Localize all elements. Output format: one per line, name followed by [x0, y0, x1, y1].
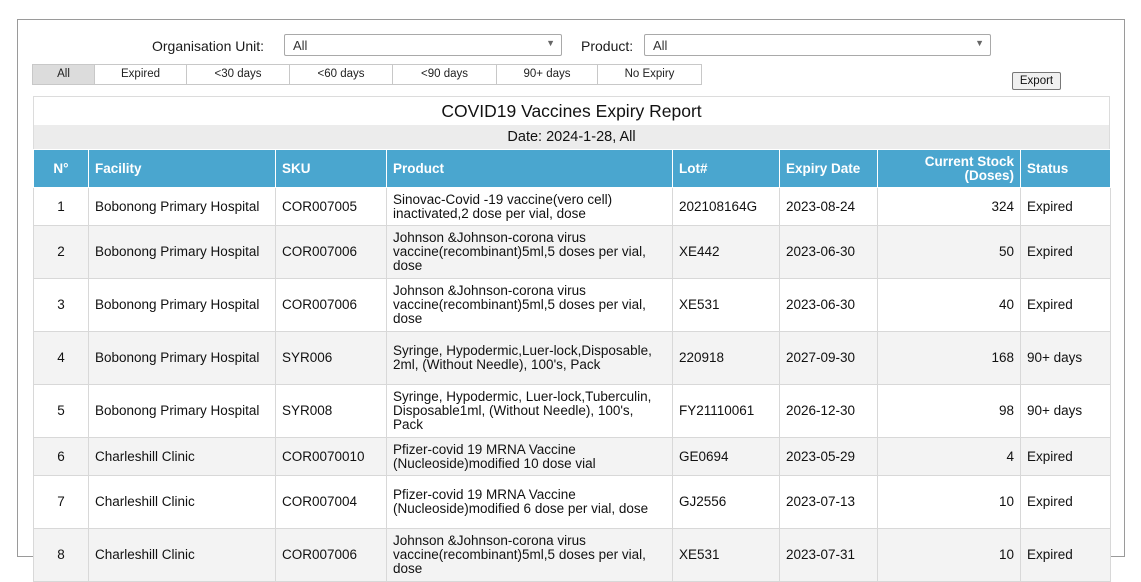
col-header-sku[interactable]: SKU — [276, 150, 387, 188]
tab-expired[interactable]: Expired — [94, 64, 187, 85]
chevron-down-icon: ▼ — [546, 38, 555, 48]
cell-current-stock: 40 — [878, 279, 1021, 332]
cell-sku: COR007006 — [276, 279, 387, 332]
expiry-filter-tabs — [33, 64, 702, 85]
tab-no-expiry[interactable]: No Expiry — [597, 64, 702, 85]
cell-facility: Charleshill Clinic — [89, 476, 276, 529]
cell-number: 8 — [34, 529, 89, 582]
cell-facility: Charleshill Clinic — [89, 529, 276, 582]
cell-lot: XE442 — [673, 226, 780, 279]
cell-status: 90+ days — [1021, 332, 1111, 385]
cell-current-stock: 50 — [878, 226, 1021, 279]
cell-number: 2 — [34, 226, 89, 279]
cell-status: Expired — [1021, 226, 1111, 279]
tab-all[interactable]: All — [32, 64, 95, 85]
cell-status: Expired — [1021, 279, 1111, 332]
cell-expiry-date: 2026-12-30 — [780, 385, 878, 438]
cell-sku: SYR006 — [276, 332, 387, 385]
cell-current-stock: 98 — [878, 385, 1021, 438]
cell-facility: Bobonong Primary Hospital — [89, 279, 276, 332]
cell-facility: Bobonong Primary Hospital — [89, 226, 276, 279]
cell-expiry-date: 2023-05-29 — [780, 438, 878, 476]
cell-lot: GJ2556 — [673, 476, 780, 529]
cell-number: 7 — [34, 476, 89, 529]
table-row — [34, 279, 1111, 332]
table-row — [34, 476, 1111, 529]
tab-under-90-days[interactable]: <90 days — [392, 64, 497, 85]
product-label: Product: — [581, 38, 634, 54]
table-row — [34, 226, 1111, 279]
cell-sku: SYR008 — [276, 385, 387, 438]
cell-product: Sinovac-Covid -19 vaccine(vero cell) inactivated,2 dose per vial, dose — [387, 188, 673, 226]
expiry-table — [33, 149, 1111, 582]
filter-bar — [18, 34, 1124, 60]
cell-sku: COR007006 — [276, 226, 387, 279]
cell-current-stock: 324 — [878, 188, 1021, 226]
table-body — [34, 188, 1111, 582]
cell-product: Johnson &Johnson-corona virus vaccine(recombinant)5ml,5 doses per vial, dose — [387, 529, 673, 582]
cell-product: Pfizer-covid 19 MRNA Vaccine (Nucleoside)modified 10 dose vial — [387, 438, 673, 476]
cell-expiry-date: 2023-07-13 — [780, 476, 878, 529]
report-frame — [17, 19, 1125, 576]
cell-lot: 220918 — [673, 332, 780, 385]
table-row — [34, 385, 1111, 438]
cell-expiry-date: 2023-06-30 — [780, 279, 878, 332]
col-header-product[interactable]: Product — [387, 150, 673, 188]
col-header-status[interactable]: Status — [1021, 150, 1111, 188]
table-row — [34, 438, 1111, 476]
cell-product: Pfizer-covid 19 MRNA Vaccine (Nucleoside)modified 6 dose per vial, dose — [387, 476, 673, 529]
expiry-report — [33, 96, 1110, 582]
org-unit-value: All — [293, 38, 308, 53]
cell-current-stock: 168 — [878, 332, 1021, 385]
table-row — [34, 332, 1111, 385]
cell-lot: FY21110061 — [673, 385, 780, 438]
cell-number: 3 — [34, 279, 89, 332]
table-header-row — [34, 150, 1111, 188]
product-value: All — [653, 38, 668, 53]
product-select[interactable] — [644, 34, 991, 56]
cell-expiry-date: 2023-07-31 — [780, 529, 878, 582]
org-unit-label: Organisation Unit: — [152, 38, 265, 54]
cell-number: 1 — [34, 188, 89, 226]
cell-number: 6 — [34, 438, 89, 476]
cell-number: 4 — [34, 332, 89, 385]
cell-sku: COR007004 — [276, 476, 387, 529]
col-header-lot[interactable]: Lot# — [673, 150, 780, 188]
cell-lot: GE0694 — [673, 438, 780, 476]
cell-sku: COR007005 — [276, 188, 387, 226]
cell-sku: COR0070010 — [276, 438, 387, 476]
table-row — [34, 188, 1111, 226]
cell-facility: Bobonong Primary Hospital — [89, 385, 276, 438]
report-title: COVID19 Vaccines Expiry Report — [33, 96, 1110, 125]
col-header-number[interactable]: N° — [34, 150, 89, 188]
tab-90-plus-days[interactable]: 90+ days — [496, 64, 598, 85]
cell-sku: COR007006 — [276, 529, 387, 582]
cell-facility: Bobonong Primary Hospital — [89, 188, 276, 226]
cell-status: Expired — [1021, 529, 1111, 582]
cell-status: Expired — [1021, 438, 1111, 476]
cell-status: Expired — [1021, 188, 1111, 226]
table-row — [34, 529, 1111, 582]
cell-product: Johnson &Johnson-corona virus vaccine(recombinant)5ml,5 doses per vial, dose — [387, 226, 673, 279]
cell-current-stock: 10 — [878, 529, 1021, 582]
cell-current-stock: 10 — [878, 476, 1021, 529]
org-unit-select[interactable] — [284, 34, 562, 56]
cell-expiry-date: 2023-08-24 — [780, 188, 878, 226]
cell-expiry-date: 2023-06-30 — [780, 226, 878, 279]
cell-lot: XE531 — [673, 279, 780, 332]
col-header-current-stock[interactable]: Current Stock (Doses) — [878, 150, 1021, 188]
cell-facility: Charleshill Clinic — [89, 438, 276, 476]
cell-facility: Bobonong Primary Hospital — [89, 332, 276, 385]
cell-lot: XE531 — [673, 529, 780, 582]
tab-under-30-days[interactable]: <30 days — [186, 64, 290, 85]
report-date: Date: 2024-1-28, All — [33, 125, 1110, 149]
col-header-facility[interactable]: Facility — [89, 150, 276, 188]
cell-product: Johnson &Johnson-corona virus vaccine(recombinant)5ml,5 doses per vial, dose — [387, 279, 673, 332]
cell-product: Syringe, Hypodermic,Luer-lock,Disposable, 2ml, (Without Needle), 100's, Pack — [387, 332, 673, 385]
cell-expiry-date: 2027-09-30 — [780, 332, 878, 385]
tab-under-60-days[interactable]: <60 days — [289, 64, 393, 85]
cell-product: Syringe, Hypodermic, Luer-lock,Tuberculin, Disposable1ml, (Without Needle), 100's, Pack — [387, 385, 673, 438]
cell-status: Expired — [1021, 476, 1111, 529]
cell-current-stock: 4 — [878, 438, 1021, 476]
cell-number: 5 — [34, 385, 89, 438]
cell-lot: 202108164G — [673, 188, 780, 226]
chevron-down-icon: ▼ — [975, 38, 984, 48]
col-header-expiry-date[interactable]: Expiry Date — [780, 150, 878, 188]
export-button[interactable]: Export — [1012, 72, 1061, 90]
cell-status: 90+ days — [1021, 385, 1111, 438]
